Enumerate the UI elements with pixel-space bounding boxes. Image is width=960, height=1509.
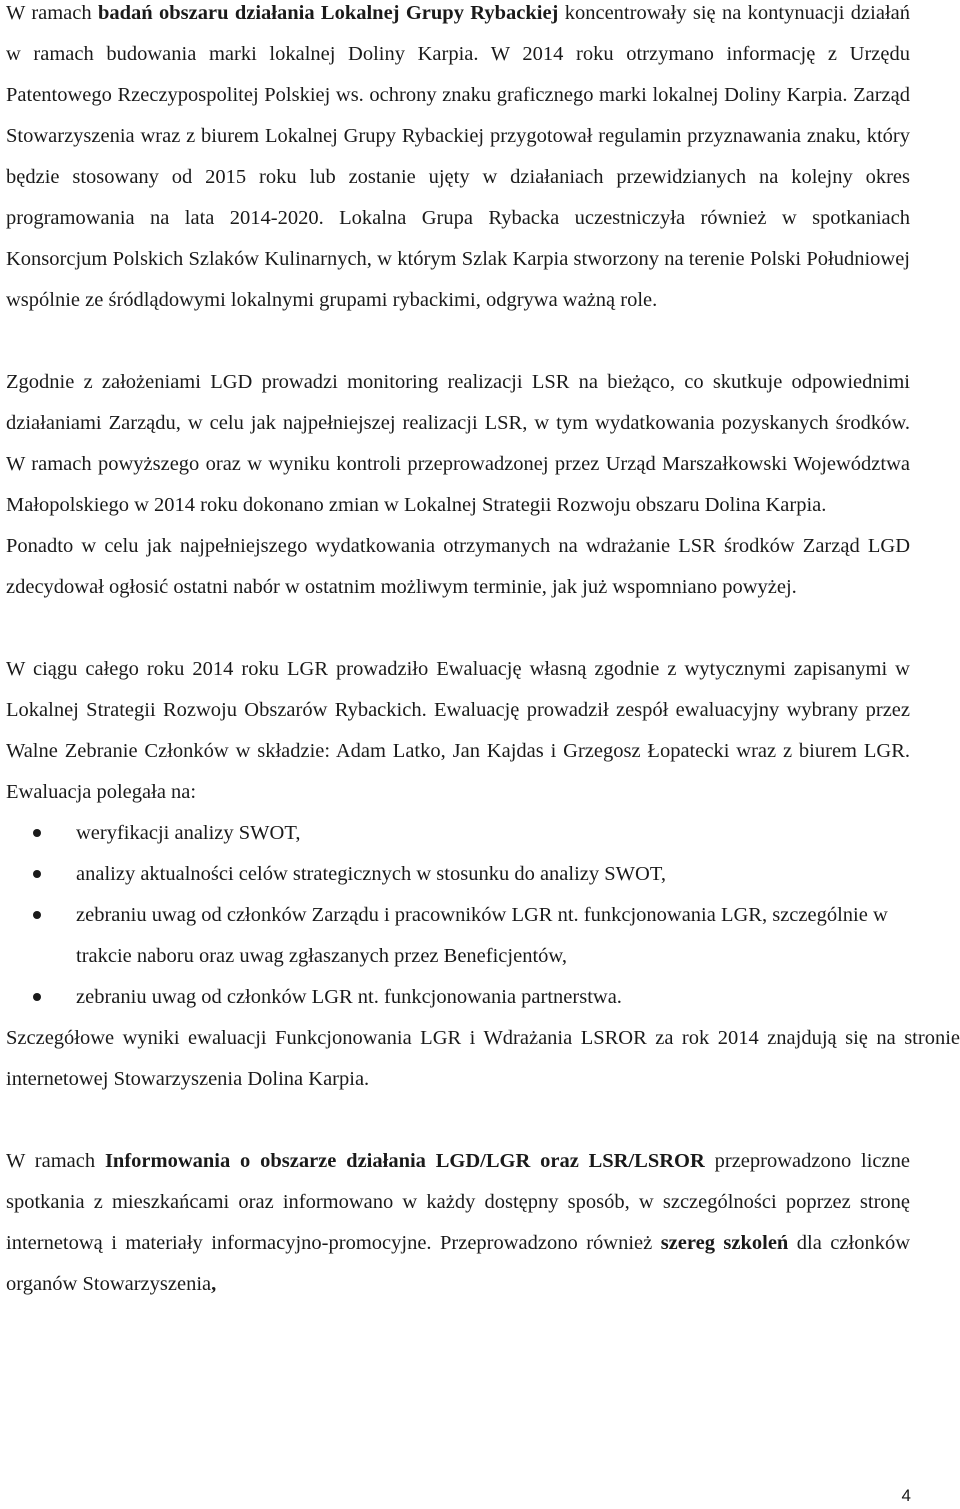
paragraph-gap bbox=[6, 1100, 910, 1141]
page-number: 4 bbox=[901, 1486, 911, 1505]
text-run: W ramach bbox=[6, 1150, 105, 1172]
paragraph-research bbox=[6, 0, 910, 321]
bullet-icon bbox=[33, 870, 41, 878]
list-item-text: weryfikacji analizy SWOT, bbox=[76, 822, 301, 844]
paragraph-gap bbox=[6, 608, 910, 649]
list-item-text: zebraniu uwag od członków Zarządu i pracowników LGR nt. funkcjonowania LGR, szczególnie w trakcie naboru oraz uwag zgłaszanych przez Beneficjentów, bbox=[76, 904, 888, 967]
bold-phrase-trainings: szereg szkoleń bbox=[660, 1232, 789, 1254]
document-page bbox=[6, 0, 960, 1305]
list-item-text: zebraniu uwag od członków LGR nt. funkcjonowania partnerstwa. bbox=[76, 986, 622, 1008]
bullet-icon bbox=[33, 993, 41, 1001]
paragraph-gap bbox=[6, 321, 910, 362]
list-item bbox=[6, 977, 910, 1018]
text-run: koncentrowały się na kontynuacji działań w ramach budowania marki lokalnej Doliny Karpia. W 2014 roku otrzymano informację z Urzędu Patentowego Rzeczypospolitej Polskiej ws. ochrony znaku graficznego marki lokalnej Doliny Karpia. Zarząd Stowarzyszenia wraz z biurem Lokalnej Grupy Rybackiej przygotował regulamin przyznawania znaku, który będzie stosowany od 2015 roku lub zostanie ujęty w działaniach przewidzianych na kolejny okres programowania na lata 2014-2020. Lokalna Grupa Rybacka uczestniczyła również w spotkaniach Konsorcjum Polskich Szlaków Kulinarnych, w którym Szlak Karpia stworzony na terenie Polski Południowej wspólnie ze śródlądowymi lokalnymi grupami rybackimi, odgrywa ważną role. bbox=[6, 2, 910, 311]
bullet-icon bbox=[33, 829, 41, 837]
bold-comma: , bbox=[211, 1273, 217, 1295]
paragraph-last-call: Ponadto w celu jak najpełniejszego wydatkowania otrzymanych na wdrażanie LSR środków Zarząd LGD zdecydował ogłosić ostatni nabór w ostatnim możliwym terminie, jak już wspomniano powyżej. bbox=[6, 535, 910, 598]
paragraph-evaluation-results: Szczegółowe wyniki ewaluacji Funkcjonowania LGR i Wdrażania LSROR za rok 2014 znajdują się na stronie internetowej Stowarzyszenia Dolina Karpia. bbox=[6, 1027, 960, 1090]
bullet-icon bbox=[33, 911, 41, 919]
list-item-text: analizy aktualności celów strategicznych w stosunku do analizy SWOT, bbox=[76, 863, 666, 885]
list-item bbox=[6, 854, 910, 895]
paragraph-information bbox=[6, 1141, 910, 1305]
paragraph-evaluation: W ciągu całego roku 2014 roku LGR prowadziło Ewaluację własną zgodnie z wytycznymi zapisanymi w Lokalnej Strategii Rozwoju Obszarów Rybackich. Ewaluację prowadził zespół ewaluacyjny wybrany przez Walne Zebranie Członków w składzie: Adam Latko, Jan Kajdas i Grzegosz Łopatecki wraz z biurem LGR. Ewaluacja polegała na: bbox=[6, 658, 910, 803]
paragraph-monitoring: Zgodnie z założeniami LGD prowadzi monitoring realizacji LSR na bieżąco, co skutkuje odpowiednimi działaniami Zarządu, w celu jak najpełniejszej realizacji LSR, w tym wydatkowania pozyskanych środków. W ramach powyższego oraz w wyniku kontroli przeprowadzonej przez Urząd Marszałkowski Województwa Małopolskiego w 2014 roku dokonano zmian w Lokalnej Strategii Rozwoju obszaru Dolina Karpia. bbox=[6, 371, 910, 516]
bold-phrase-research: badań obszaru działania Lokalnej Grupy Rybackiej bbox=[97, 2, 559, 24]
evaluation-bullet-list bbox=[6, 813, 910, 1018]
list-item bbox=[6, 895, 910, 977]
text-run: przeprowadzono liczne spotkania z mieszkańcami oraz informowano w każdy dostępny sposób, w szczególności poprzez stronę internetową i materiały informacyjno-promocyjne. Przeprowadzono również bbox=[6, 1150, 910, 1254]
bold-phrase-information: Informowania o obszarze działania LGD/LGR oraz LSR/LSROR bbox=[104, 1150, 705, 1172]
text-run: dla członków organów Stowarzyszenia bbox=[6, 1232, 910, 1295]
list-item bbox=[6, 813, 910, 854]
text-run: W ramach bbox=[6, 2, 98, 24]
